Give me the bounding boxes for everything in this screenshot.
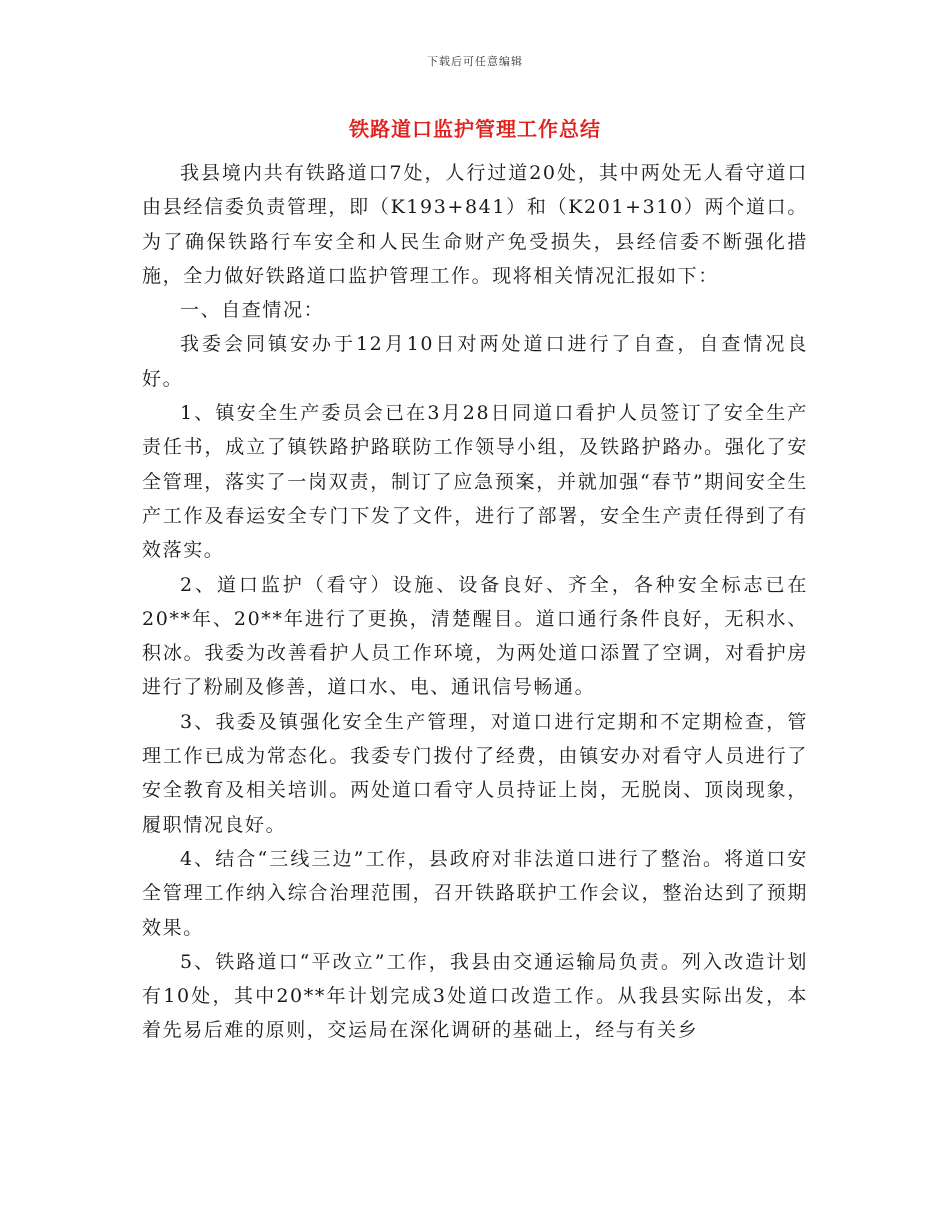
paragraph: 我委会同镇安办于12月10日对两处道口进行了自查，自查情况良好。	[142, 333, 808, 390]
paragraph-item-1: 1、镇安全生产委员会已在3月28日同道口看护人员签订了安全生产责任书，成立了镇铁路护路联防工作领导小组，及铁路护路办。强化了安全管理，落实了一岗双责，制订了应急预案，并就加强“春节”期间安全生产工作及春运安全专门下发了文件，进行了部署，安全生产责任得到了有效落实。	[142, 402, 808, 562]
document-body	[142, 156, 808, 1048]
header-note: 下载后可任意编辑	[427, 55, 523, 68]
paragraph-item-5: 5、铁路道口“平改立”工作，我县由交通运输局负责。列入改造计划有10处，其中20**年计划完成3处道口改造工作。从我县实际出发，本着先易后难的原则，交运局在深化调研的基础上，经与有关乡	[142, 950, 808, 1042]
paragraph-item-4: 4、结合“三线三边”工作，县政府对非法道口进行了整治。将道口安全管理工作纳入综合治理范围，召开铁路联护工作会议，整治达到了预期效果。	[142, 847, 808, 939]
document-title: 铁路道口监护管理工作总结	[349, 117, 601, 141]
paragraph-item-2: 2、道口监护（看守）设施、设备良好、齐全，各种安全标志已在20**年、20**年进行了更换，清楚醒目。道口通行条件良好，无积水、积冰。我委为改善看护人员工作环境，为两处道口添置了空调，对看护房进行了粉刷及修善，道口水、电、通讯信号畅通。	[142, 573, 808, 699]
paragraph-intro: 我县境内共有铁路道口7处，人行过道20处，其中两处无人看守道口由县经信委负责管理，即（K193+841）和（K201+310）两个道口。为了确保铁路行车安全和人民生命财产免受损失，县经信委不断强化措施，全力做好铁路道口监护管理工作。现将相关情况汇报如下：	[142, 162, 808, 287]
paragraph-item-3: 3、我委及镇强化安全生产管理，对道口进行定期和不定期检查，管理工作已成为常态化。我委专门拨付了经费，由镇安办对看守人员进行了安全教育及相关培训。两处道口看守人员持证上岗，无脱岗、顶岗现象，履职情况良好。	[142, 710, 808, 836]
section-heading: 一、自查情况：	[180, 299, 325, 322]
